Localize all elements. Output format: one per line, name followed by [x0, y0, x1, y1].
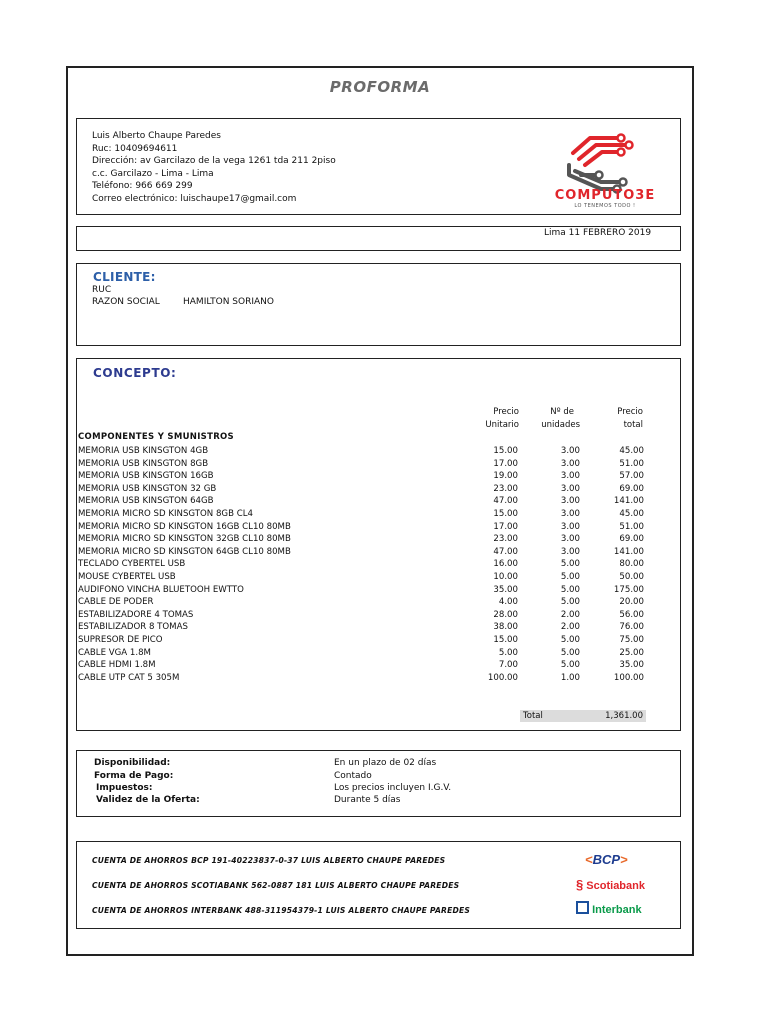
cond-value-validity: Durante 5 días: [334, 795, 401, 805]
item-description: MEMORIA USB KINSGTON 4GB: [78, 446, 209, 456]
item-description: TECLADO CYBERTEL USB: [78, 559, 186, 570]
col-qty-line1: Nº de: [550, 407, 574, 417]
scotiabank-s-icon: §: [576, 877, 584, 892]
item-unit-price: 47.00: [493, 496, 518, 507]
item-quantity: 5.00: [560, 660, 580, 671]
item-unit-price: 23.00: [493, 534, 518, 545]
bcp-arrow-left-icon: <: [585, 852, 593, 867]
item-description: SUPRESOR DE PICO: [78, 634, 163, 645]
table-row: [78, 508, 648, 521]
col-header-unit-price: [470, 406, 519, 432]
table-row: [78, 571, 648, 584]
client-heading: CLIENTE:: [93, 270, 156, 284]
total-label: Total: [520, 710, 572, 722]
item-quantity: 5.00: [560, 634, 580, 645]
item-description: MEMORIA USB KINSGTON 32 GB: [78, 483, 217, 494]
item-total: 56.00: [619, 609, 644, 620]
item-unit-price: 15.00: [493, 508, 518, 519]
item-description: MEMORIA USB KINSGTON 64GB: [78, 496, 214, 507]
item-description: MEMORIA USB KINSGTON 16GB: [78, 471, 214, 482]
scotiabank-logo-text: Scotiabank: [586, 880, 645, 892]
interbank-logo: [576, 901, 642, 916]
item-total: 20.00: [619, 597, 644, 608]
item-quantity: 5.00: [560, 571, 580, 582]
bcp-arrow-right-icon: >: [620, 852, 628, 867]
item-quantity: 3.00: [560, 546, 580, 557]
item-quantity: 5.00: [560, 647, 580, 658]
item-description: MOUSE CYBERTEL USB: [78, 571, 176, 582]
document-date: Lima 11 FEBRERO 2019: [544, 228, 652, 238]
item-total: 45.00: [619, 508, 644, 519]
item-description: AUDIFONO VINCHA BLUETOOH EWTTO: [78, 584, 244, 595]
item-total: 35.00: [619, 660, 644, 671]
cond-value-taxes: Los precios incluyen I.G.V.: [334, 783, 452, 793]
item-unit-price: 38.00: [493, 622, 518, 633]
item-unit-price: 17.00: [493, 521, 518, 532]
issuer-phone: Teléfono: 966 669 299: [92, 181, 193, 192]
item-total: 175.00: [613, 584, 644, 595]
cond-label-validity: Validez de la Oferta:: [96, 795, 200, 805]
item-quantity: 3.00: [560, 534, 580, 545]
item-unit-price: 5.00: [498, 647, 518, 658]
item-description: ESTABILIZADORE 4 TOMAS: [78, 609, 194, 620]
item-unit-price: 15.00: [493, 446, 518, 456]
item-quantity: 3.00: [560, 521, 580, 532]
item-total: 69.00: [619, 534, 644, 545]
item-description: MEMORIA MICRO SD KINSGTON 32GB CL10 80MB: [78, 534, 291, 545]
issuer-address: Dirección: av Garcilazo de la vega 1261 tda 211 2piso: [92, 156, 336, 167]
item-unit-price: 17.00: [493, 458, 518, 469]
item-quantity: 1.00: [560, 672, 580, 683]
item-unit-price: 23.00: [493, 483, 518, 494]
logo-name: COMPUTO3E: [554, 188, 656, 203]
item-quantity: 3.00: [560, 446, 580, 456]
item-unit-price: 19.00: [493, 471, 518, 482]
item-unit-price: 100.00: [487, 672, 518, 683]
client-box: [76, 263, 681, 346]
item-total: 57.00: [619, 471, 644, 482]
item-description: MEMORIA MICRO SD KINSGTON 8GB CL4: [78, 508, 253, 519]
concept-heading: CONCEPTO:: [93, 366, 177, 380]
table-row: [78, 546, 648, 559]
client-razon-label: RAZON SOCIAL: [92, 297, 160, 307]
issuer-mall: c.c. Garcilazo - Lima - Lima: [92, 168, 214, 179]
col-header-quantity: [530, 406, 580, 432]
item-unit-price: 4.00: [498, 597, 518, 608]
scotiabank-logo: [576, 877, 645, 892]
table-row: [78, 659, 648, 672]
item-total: 76.00: [619, 622, 644, 633]
item-unit-price: 35.00: [493, 584, 518, 595]
table-row: [78, 609, 648, 622]
account-bcp: CUENTA DE AHORROS BCP 191-40223837-0-37 LUIS ALBERTO CHAUPE PAREDES: [92, 856, 446, 865]
table-row: [78, 634, 648, 647]
item-total: 51.00: [619, 458, 644, 469]
cond-label-availability: Disponibilidad:: [94, 758, 171, 768]
table-row: [78, 533, 648, 546]
item-total: 141.00: [613, 496, 644, 507]
item-total: 51.00: [619, 521, 644, 532]
table-row: [78, 470, 648, 483]
account-scotiabank: CUENTA DE AHORROS SCOTIABANK 562-0887 181 LUIS ALBERTO CHAUPE PAREDES: [92, 881, 460, 890]
item-total: 75.00: [619, 634, 644, 645]
cond-label-payment: Forma de Pago:: [94, 771, 174, 781]
item-unit-price: 7.00: [498, 660, 518, 671]
table-row: [78, 458, 648, 471]
table-row: [78, 521, 648, 534]
item-quantity: 3.00: [560, 458, 580, 469]
cond-value-payment: Contado: [334, 771, 372, 781]
item-description: ESTABILIZADOR 8 TOMAS: [78, 622, 188, 633]
table-row: [78, 495, 648, 508]
item-total: 45.00: [619, 446, 644, 456]
item-unit-price: 16.00: [493, 559, 518, 570]
company-logo: [535, 123, 670, 211]
cond-label-taxes: Impuestos:: [96, 783, 153, 793]
item-quantity: 2.00: [560, 622, 580, 633]
item-total: 25.00: [619, 647, 644, 658]
bcp-logo: [585, 852, 628, 867]
item-quantity: 5.00: [560, 597, 580, 608]
item-total: 100.00: [613, 672, 644, 683]
item-quantity: 5.00: [560, 559, 580, 570]
table-row: [78, 596, 648, 609]
table-row: [78, 584, 648, 597]
item-total: 50.00: [619, 571, 644, 582]
item-unit-price: 10.00: [493, 571, 518, 582]
interbank-square-icon: [576, 901, 589, 914]
item-description: CABLE UTP CAT 5 305M: [78, 672, 180, 683]
item-description: CABLE DE PODER: [78, 597, 154, 608]
item-description: MEMORIA MICRO SD KINSGTON 64GB CL10 80MB: [78, 546, 291, 557]
item-description: CABLE VGA 1.8M: [78, 647, 151, 658]
bcp-logo-text: BCP: [592, 852, 621, 867]
issuer-name: Luis Alberto Chaupe Paredes: [92, 131, 221, 141]
interbank-logo-text: Interbank: [592, 904, 642, 916]
cond-value-availability: En un plazo de 02 días: [334, 758, 437, 768]
account-interbank: CUENTA DE AHORROS INTERBANK 488-311954379-1 LUIS ALBERTO CHAUPE PAREDES: [92, 906, 471, 915]
table-row: [78, 672, 648, 685]
item-description: MEMORIA MICRO SD KINSGTON 16GB CL10 80MB: [78, 521, 291, 532]
col-total-line1: Precio: [617, 407, 643, 417]
item-unit-price: 15.00: [493, 634, 518, 645]
table-row: [78, 621, 648, 634]
table-row: [78, 647, 648, 660]
document-title: PROFORMA: [329, 78, 431, 96]
issuer-info: [92, 130, 336, 206]
item-unit-price: 28.00: [493, 609, 518, 620]
issuer-email: Correo electrónico: luischaupe17@gmail.com: [92, 193, 297, 204]
client-ruc-label: RUC: [92, 285, 112, 295]
item-unit-price: 47.00: [493, 546, 518, 557]
item-quantity: 2.00: [560, 609, 580, 620]
total-value: 1,361.00: [572, 710, 646, 722]
items-table: [78, 445, 648, 684]
item-quantity: 3.00: [560, 508, 580, 519]
item-total: 69.00: [619, 483, 644, 494]
col-total-line2: total: [623, 420, 643, 430]
section-heading: COMPONENTES Y SMUNISTROS: [78, 432, 234, 442]
item-total: 80.00: [619, 559, 644, 570]
item-quantity: 5.00: [560, 584, 580, 595]
col-header-total-price: [594, 406, 643, 432]
item-total: 141.00: [613, 546, 644, 557]
item-quantity: 3.00: [560, 483, 580, 494]
table-row: [78, 483, 648, 496]
col-unit-line1: Precio: [493, 407, 519, 417]
table-row: [78, 558, 648, 571]
item-quantity: 3.00: [560, 471, 580, 482]
client-razon-value: HAMILTON SORIANO: [183, 297, 274, 307]
item-description: MEMORIA USB KINSGTON 8GB: [78, 458, 209, 469]
item-quantity: 3.00: [560, 496, 580, 507]
logo-tagline: LO TENEMOS TODO !: [574, 203, 636, 209]
item-description: CABLE HDMI 1.8M: [78, 660, 156, 671]
table-row: [78, 445, 648, 458]
col-unit-line2: Unitario: [485, 420, 519, 430]
col-qty-line2: unidades: [541, 420, 580, 430]
issuer-ruc: Ruc: 10409694611: [92, 143, 178, 154]
